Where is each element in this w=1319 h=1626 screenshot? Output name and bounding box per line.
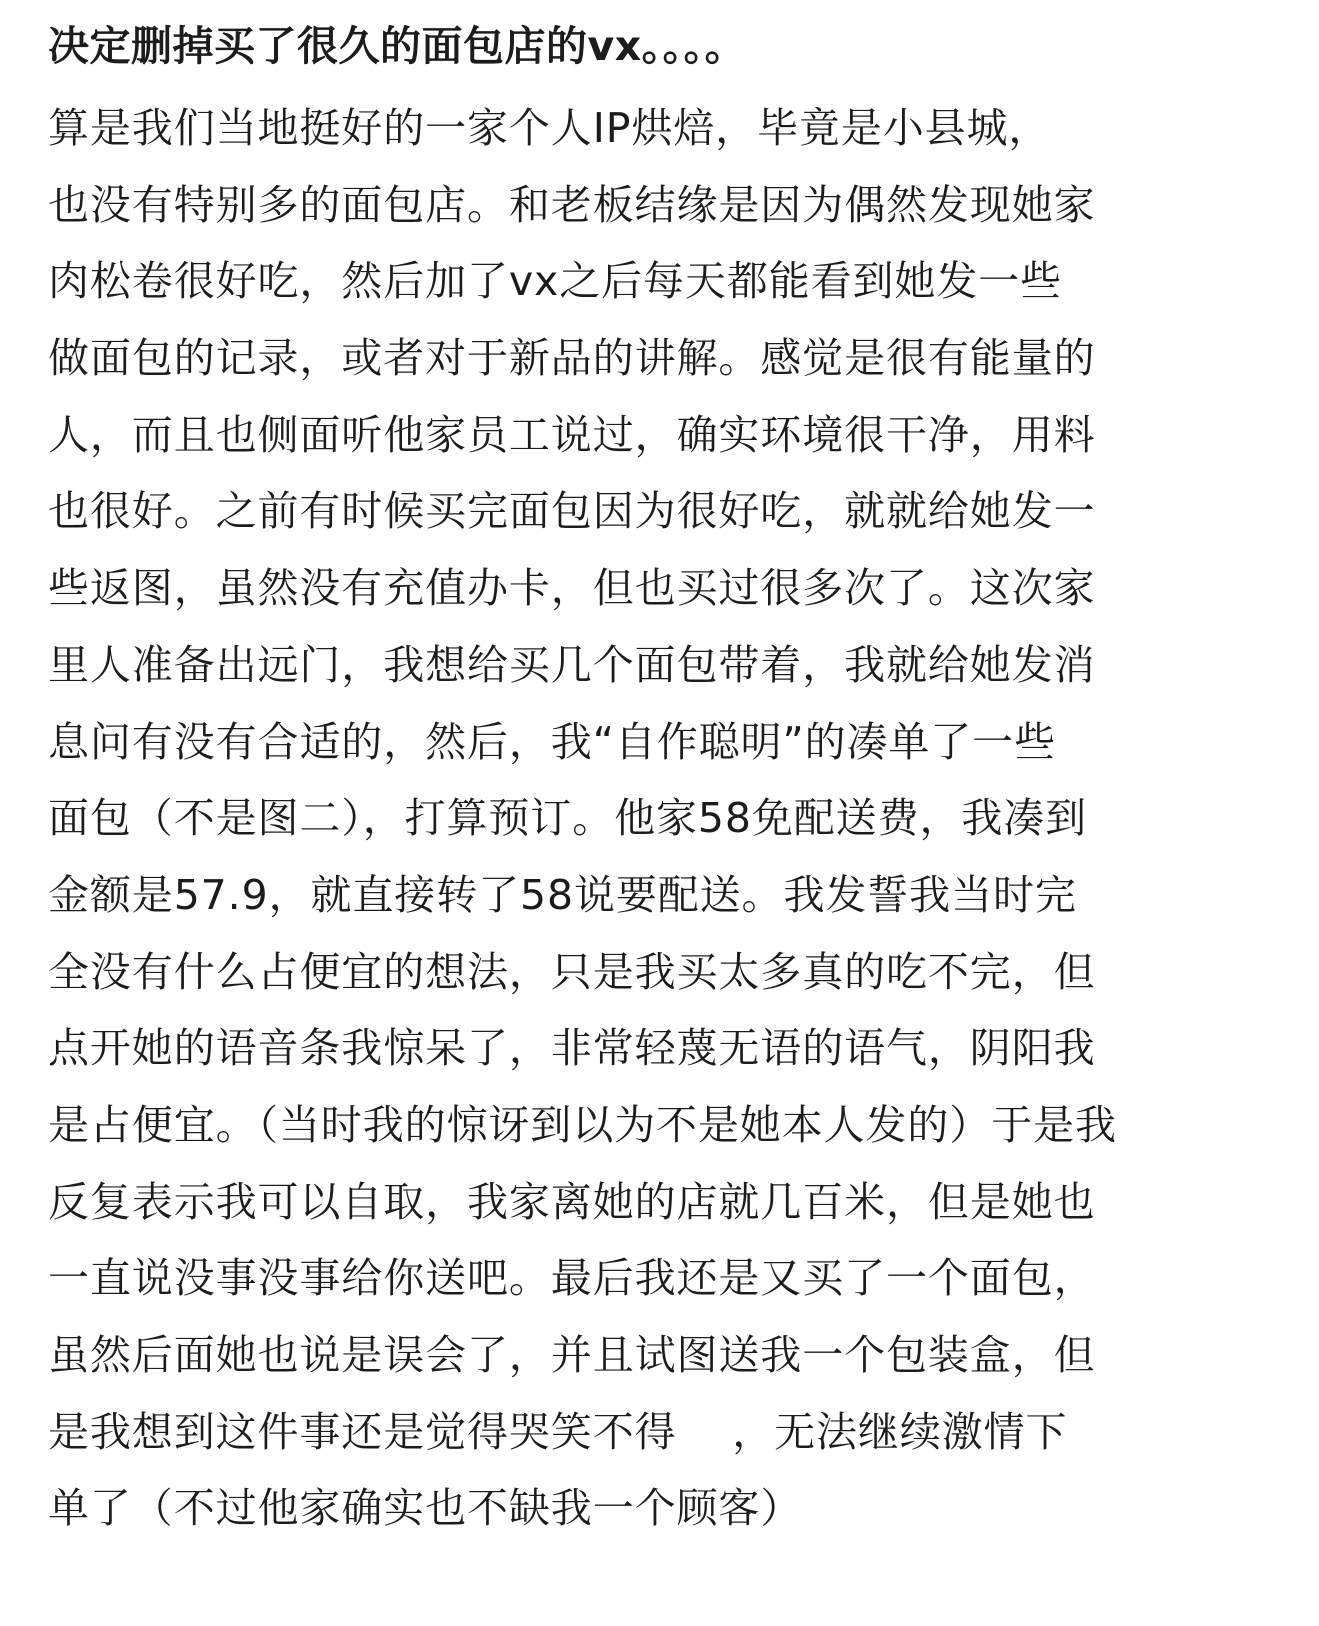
body-line: 一直说没事没事给你送吧。最后我还是又买了一个面包，	[48, 1254, 1096, 1303]
body-line: 也没有特别多的面包店。和老板结缘是因为偶然发现她家	[48, 180, 1096, 229]
post-body	[48, 90, 1278, 1547]
body-line: 做面包的记录，或者对于新品的讲解。感觉是很有能量的	[48, 334, 1096, 383]
body-line: 全没有什么占便宜的想法，只是我买太多真的吃不完，但	[48, 947, 1096, 996]
body-line: 人，而且也侧面听他家员工说过，确实环境很干净，用料	[48, 410, 1096, 459]
body-line: 里人准备出远门，我想给买几个面包带着，我就给她发消	[48, 640, 1096, 689]
body-line: 面包（不是图二），打算预订。他家58免配送费，我凑到	[48, 794, 1088, 843]
body-line: 金额是57.9，就直接转了58说要配送。我发誓我当时完	[48, 870, 1077, 919]
body-line: 也很好。之前有时候买完面包因为很好吃，就就给她发一	[48, 487, 1096, 536]
body-line: 是我想到这件事还是觉得哭笑不得 ，无法继续激情下	[48, 1407, 1068, 1456]
body-line: 些返图，虽然没有充值办卡，但也买过很多次了。这次家	[48, 564, 1096, 613]
post	[48, 14, 1278, 1547]
body-line: 是占便宜。（当时我的惊讶到以为不是她本人发的）于是我	[48, 1100, 1117, 1149]
body-line: 反复表示我可以自取，我家离她的店就几百米，但是她也	[48, 1177, 1096, 1226]
body-line: 息问有没有合适的，然后，我“自作聪明”的凑单了一些	[48, 717, 1056, 766]
body-line: 虽然后面她也说是误会了，并且试图送我一个包装盒，但	[48, 1331, 1096, 1379]
post-title: 决定删掉买了很久的面包店的vx。。。。	[48, 22, 747, 70]
body-line: 肉松卷很好吃，然后加了vx之后每天都能看到她发一些	[48, 257, 1063, 306]
body-line: 点开她的语音条我惊呆了，非常轻蔑无语的语气，阴阳我	[48, 1024, 1096, 1073]
body-line: 算是我们当地挺好的一家个人IP烘焙，毕竟是小县城，	[48, 104, 1051, 152]
body-line: 单了（不过他家确实也不缺我一个顾客）	[48, 1484, 803, 1533]
